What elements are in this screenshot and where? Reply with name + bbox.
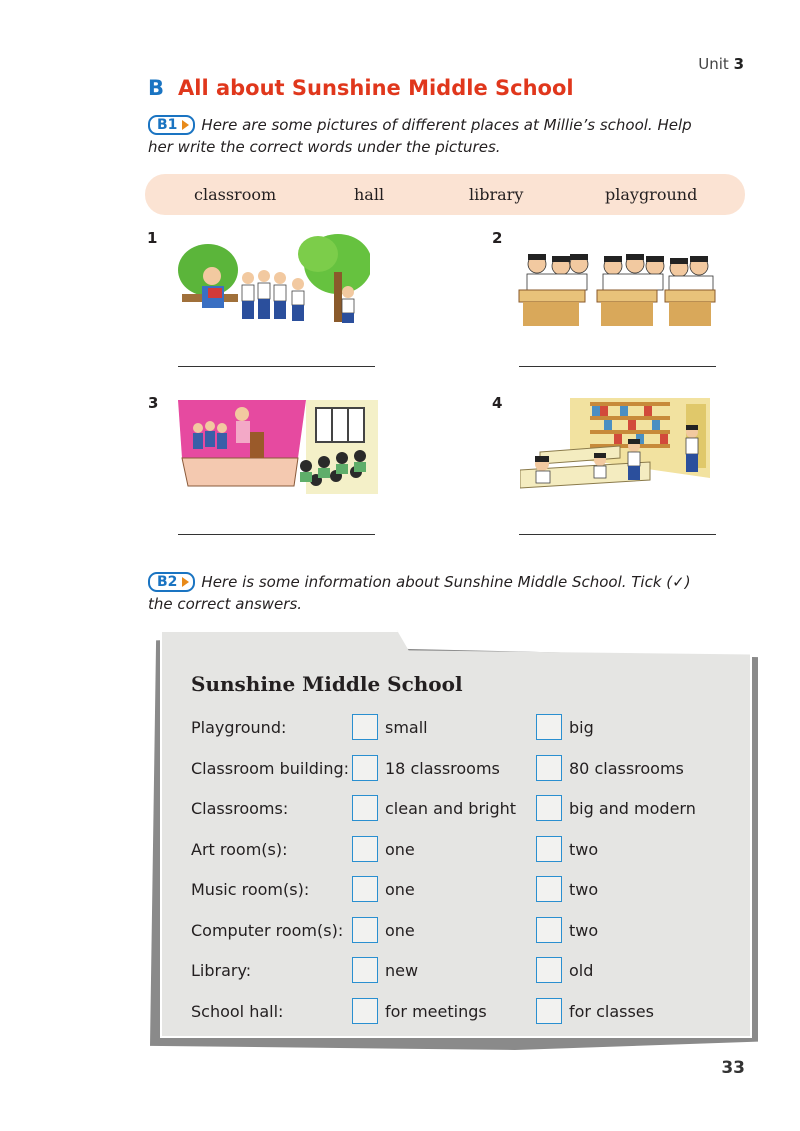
option1-label: one <box>385 920 415 940</box>
option1-label: one <box>385 839 415 859</box>
option1-checkbox[interactable] <box>352 755 378 781</box>
word-bank-item: hall <box>354 185 385 204</box>
option1-checkbox[interactable] <box>352 876 378 902</box>
row-label: Playground: <box>191 718 287 737</box>
option1-checkbox[interactable] <box>352 998 378 1024</box>
option2-label: big and modern <box>569 799 696 818</box>
answer-line[interactable] <box>178 534 375 535</box>
option2-label: old <box>569 961 594 980</box>
option2-checkbox[interactable] <box>536 755 562 781</box>
option2-checkbox[interactable] <box>536 998 562 1024</box>
b1-instruction <box>148 114 708 158</box>
b2-badge: B2 <box>148 572 195 592</box>
option1-label: 18 classrooms <box>385 758 500 778</box>
row-label: Computer room(s): <box>191 920 344 940</box>
option2-checkbox[interactable] <box>536 957 562 983</box>
classroom-illustration <box>517 244 717 330</box>
b1-instruction-text: Here are some pictures of different places at Millie’s school. Help her write the correct words under the pictures. <box>148 116 692 156</box>
row-label: School hall: <box>191 1001 284 1021</box>
section-letter: B <box>148 76 165 100</box>
section-title: All about Sunshine Middle School <box>178 76 574 100</box>
option1-checkbox[interactable] <box>352 795 378 821</box>
answer-line[interactable] <box>519 534 716 535</box>
row-label: Classrooms: <box>191 799 289 818</box>
word-bank <box>145 174 745 215</box>
option2-checkbox[interactable] <box>536 795 562 821</box>
picture-number: 3 <box>148 394 159 412</box>
word-bank-item: library <box>469 185 524 204</box>
card-title: Sunshine Middle School <box>191 672 463 696</box>
option2-checkbox[interactable] <box>536 876 562 902</box>
option2-checkbox[interactable] <box>536 836 562 862</box>
option1-label: small <box>385 718 428 737</box>
section-heading <box>148 76 574 100</box>
option1-label: for meetings <box>385 1001 487 1021</box>
option2-label: two <box>569 920 599 940</box>
row-label: Library: <box>191 961 252 980</box>
option1-label: new <box>385 961 419 980</box>
unit-number: 3 <box>733 55 744 73</box>
option1-label: clean and bright <box>385 799 517 818</box>
picture-number: 2 <box>492 229 503 247</box>
picture-number: 4 <box>492 394 503 412</box>
answer-line[interactable] <box>178 366 375 367</box>
answer-line[interactable] <box>519 366 716 367</box>
page-number: 33 <box>721 1058 745 1078</box>
option2-label: 80 classrooms <box>569 758 684 778</box>
b2-instruction <box>148 571 708 615</box>
option2-label: two <box>569 839 599 859</box>
option2-label: big <box>569 718 594 737</box>
option1-checkbox[interactable] <box>352 917 378 943</box>
playground-illustration <box>178 232 370 332</box>
option1-checkbox[interactable] <box>352 957 378 983</box>
option2-checkbox[interactable] <box>536 714 562 740</box>
unit-label: Unit 3 <box>698 55 744 73</box>
option1-checkbox[interactable] <box>352 714 378 740</box>
word-bank-item: playground <box>605 185 698 204</box>
b2-instruction-text: Here is some information about Sunshine Middle School. Tick (✓) the correct answers. <box>148 573 691 613</box>
option1-checkbox[interactable] <box>352 836 378 862</box>
row-label: Classroom building: <box>191 758 350 778</box>
option1-label: one <box>385 880 415 899</box>
option2-label: two <box>569 880 599 899</box>
word-bank-item: classroom <box>194 185 277 204</box>
picture-number: 1 <box>147 229 158 247</box>
library-illustration <box>520 398 710 494</box>
row-label: Music room(s): <box>191 880 310 899</box>
option2-checkbox[interactable] <box>536 917 562 943</box>
row-label: Art room(s): <box>191 839 288 859</box>
hall-illustration <box>178 396 378 494</box>
option2-label: for classes <box>569 1001 654 1021</box>
b1-badge: B1 <box>148 115 195 135</box>
